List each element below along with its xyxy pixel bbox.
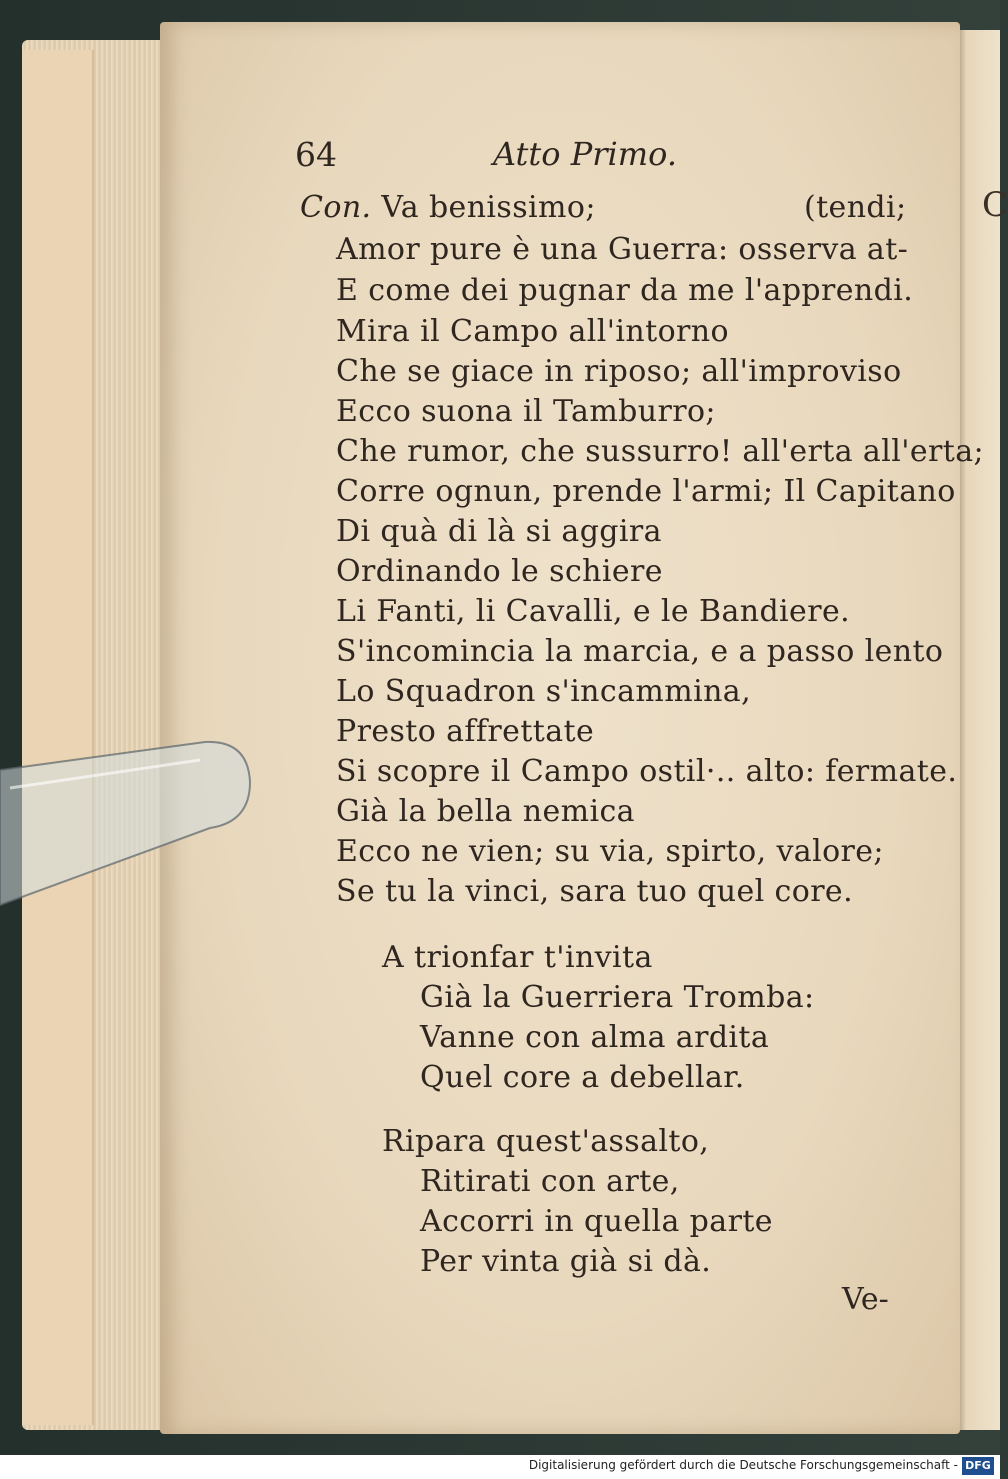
- aria-line: Ripara quest'assalto,: [382, 1124, 710, 1159]
- verse-line: Ecco ne vien; su via, spirto, valore;: [336, 834, 884, 869]
- aria-line: Vanne con alma ardita: [420, 1020, 770, 1055]
- aria-line: Quel core a debellar.: [420, 1060, 745, 1095]
- dfg-logo: DFG: [962, 1457, 994, 1475]
- funding-credit: Digitalisierung gefördert durch die Deutsche Forschungsgemeinschaft -: [528, 1458, 958, 1472]
- footer-bar: [0, 1455, 1000, 1479]
- page-header: [295, 135, 715, 179]
- adjacent-page-glyph: C: [982, 185, 1008, 225]
- verse-line: Amor pure è una Guerra: osserva at-: [336, 232, 909, 267]
- verse-line: Che rumor, che sussurro! all'erta all'erta;: [336, 434, 984, 469]
- running-title: Atto Primo.: [493, 135, 677, 173]
- verse-line: Che se giace in riposo; all'improviso: [336, 354, 902, 389]
- verse-line: Mira il Campo all'intorno: [336, 314, 729, 349]
- aria-line: A trionfar t'invita: [382, 940, 653, 975]
- turnover-text: (tendi;: [804, 190, 907, 225]
- verse-line: Già la bella nemica: [336, 794, 635, 829]
- verse-line: Se tu la vinci, sara tuo quel core.: [336, 874, 854, 909]
- first-verse-line: [300, 190, 596, 225]
- speaker-name: Con.: [300, 190, 372, 225]
- first-line-text: Va benissimo;: [381, 190, 596, 225]
- verse-line: E come dei pugnar da me l'apprendi.: [336, 273, 914, 308]
- verse-line: Si scopre il Campo ostil·.. alto: fermate.: [336, 754, 958, 789]
- verse-line: S'incomincia la marcia, e a passo lento: [336, 634, 944, 669]
- page-holder-clip: [0, 730, 252, 905]
- aria-line: Per vinta già si dà.: [420, 1244, 712, 1279]
- verse-line: Presto affrettate: [336, 714, 595, 749]
- aria-line: Già la Guerriera Tromba:: [420, 980, 815, 1015]
- verse-line: Ecco suona il Tamburro;: [336, 394, 716, 429]
- verse-line: Ordinando le schiere: [336, 554, 663, 589]
- aria-line: Accorri in quella parte: [420, 1204, 773, 1239]
- catchword: Ve-: [842, 1282, 889, 1317]
- aria-line: Ritirati con arte,: [420, 1164, 680, 1199]
- page-number: 64: [295, 135, 337, 174]
- verse-line: Lo Squadron s'incammina,: [336, 674, 752, 709]
- verse-line: Li Fanti, li Cavalli, e le Bandiere.: [336, 594, 851, 629]
- verse-line: Corre ognun, prende l'armi; Il Capitano: [336, 474, 956, 509]
- verse-line: Di quà di là si aggira: [336, 514, 662, 549]
